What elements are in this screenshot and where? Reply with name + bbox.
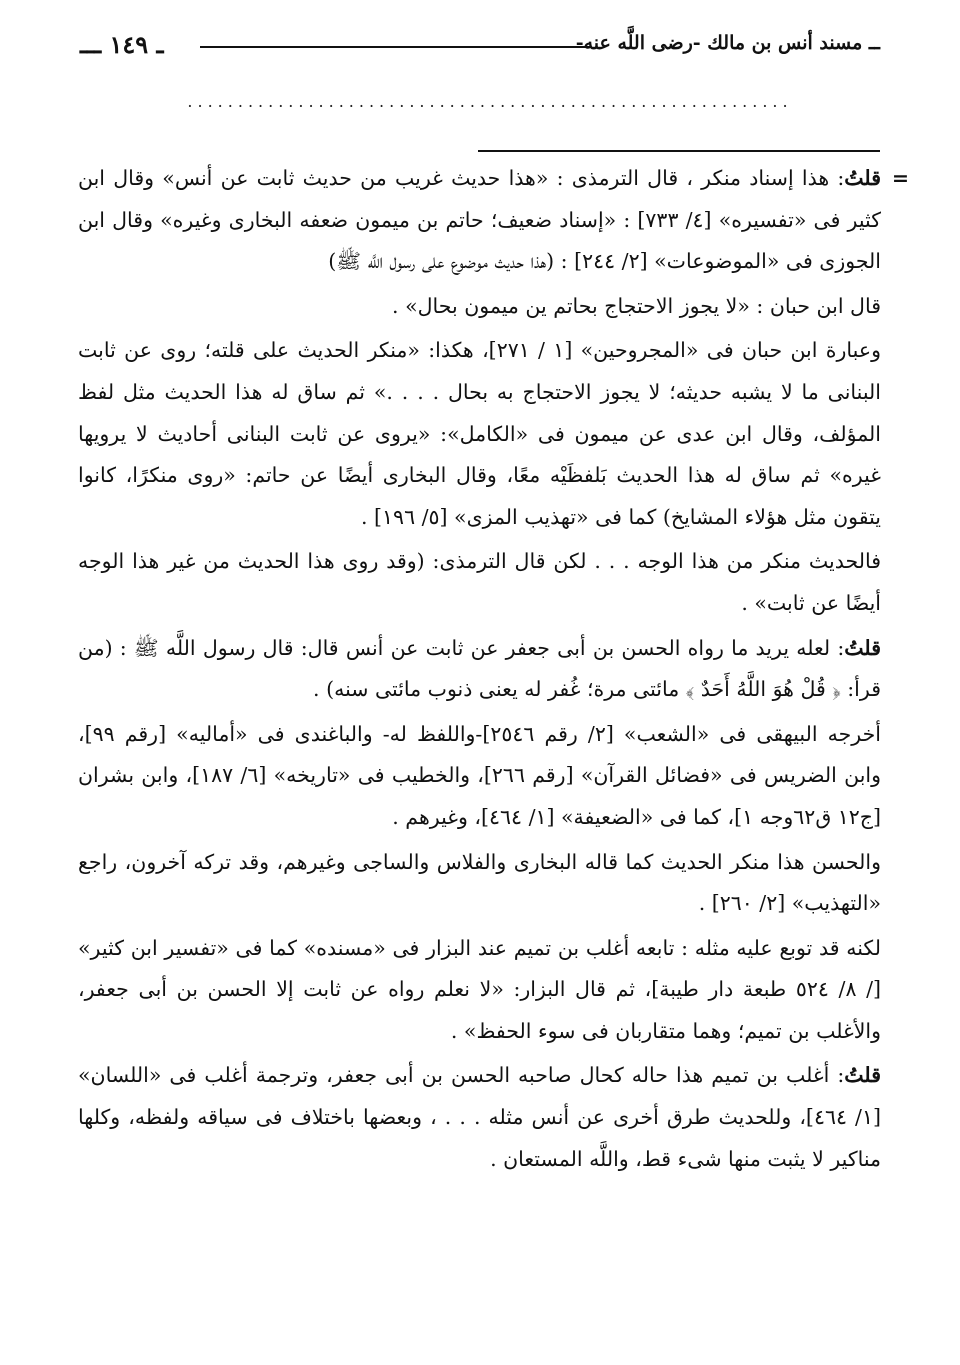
paragraph-lead: قلتُ <box>844 635 881 660</box>
continuation-mark: = <box>891 166 909 190</box>
paragraph <box>78 842 881 925</box>
paragraph-text: : لعله يريد ما رواه الحسن بن أبى جعفر عن ثابت عن أنس قال: قال رسول اللَّه ﷺ : (من قرأ: ﴿ قُلْ هُوَ اللَّهُ أَحَدٌ ﴾ مائتى مرة؛ غُفر له يعنى ذنوب مائتى سنه) . <box>78 635 881 702</box>
paragraph <box>78 628 881 711</box>
paragraph <box>78 286 881 328</box>
paragraph-text: لكنه قد توبع عليه مثله : تابعه أغلب بن تميم عند البزار فى «مسنده» كما فى «تفسير ابن كثير» [/ ٨/ ٥٢٤ طبعة دار طيبة]، ثم قال البزار: «لا نعلم رواه عن ثابت إلا الحسن بن أبى جعفر، والأغلب بن تميم؛ وهما متقاربان فى سوء الحفظ» . <box>78 935 881 1043</box>
paragraph-text: فالحديث منكر من هذا الوجه . . . لكن قال الترمذى: (وقد روى هذا الحديث من غير هذا الوجه أيضًا عن ثابت» . <box>78 549 881 615</box>
paragraph <box>78 330 881 538</box>
paragraph-text: : هذا إسناد منكر ، قال الترمذى : «هذا حديث غريب من حديث ثابت عن أنس» وقال ابن كثير فى «تفسيره» [٤/ ٧٣٣] : «إسناد ضعيف؛ حاتم بن ميمون ضعفه البخارى وغيره» وقال ابن الجوزى فى «الموضوعات» [٢/ ٢٤٤] : (هذا حديث موضوع على رسول اللَّه ﷺ) <box>78 166 881 274</box>
paragraph-text: وعبارة ابن حبان فى «المجروحين» [١ / ٢٧١]، هكذا: «منكر الحديث على قلته؛ روى عن ثابت البنانى ما لا يشبه حديثه؛ لا يجوز الاحتجاج به بحال . . . .» ثم ساق له هذا الحديث مثل لفظ المؤلف، وقال ابن عدى عن ميمون فى «الكامل»: «يروى عن ثابت البنانى أحاديث لا يرويها غيره» ثم ساق له هذا الحديث بَلفظَيْه معًا، وقال البخارى أيضًا عن حاتم: «روى منكرًا، كانوا يتقون مثل هؤلاء المشايخ) كما فى «تهذيب المزى» [٥/ ١٩٦] . <box>78 338 881 529</box>
dotted-separator: ............................................................ <box>187 92 793 111</box>
page-number: ـ ١٤٩ ـــ <box>80 30 164 59</box>
footnote-body <box>78 158 909 1183</box>
running-title: ــ مسند أنس بن مالك -رضى اللَّه عنه- <box>575 32 880 54</box>
paragraph <box>78 714 881 839</box>
paragraph-lead: قلتُ <box>844 1063 881 1088</box>
paragraph <box>78 541 881 624</box>
paragraph-text: : أغلب بن تميم هذا حاله كحال صاحبه الحسن بن أبى جعفر، وترجمة أغلب فى «اللسان» [١/ ٤٦٤]، وللحديث طرق أخرى عن أنس مثله . . . ، وبعضها باختلاف فى سياقه ولفظه، وكلها مناكير لا يثبت منها شىء قط، واللَّه المستعان . <box>78 1063 881 1171</box>
page-header <box>80 30 880 64</box>
paragraph <box>78 1055 881 1180</box>
paragraph-text: أخرجه البيهقى فى «الشعب» [٢/ رقم ٢٥٤٦]-واللفظ له- والباغندى فى «أماليه» [رقم ٩٩]، وابن الضريس فى «فضائل القرآن» [رقم ٢٦٦]، والخطيب فى «تاريخه» [٦/ ١٨٧]، وابن بشران [ج١٢ ق٦٢وجه ١]، كما فى «الضعيفة» [١/ ٤٦٤]، وغيرهم . <box>78 721 882 829</box>
paragraph <box>78 928 881 1053</box>
paragraph <box>78 158 909 283</box>
paragraph-text: قال ابن حبان : «لا يجوز الاحتجاج بحاتم ين ميمون بحال» . <box>392 293 881 318</box>
paragraph-text: والحسن هذا منكر الحديث كما قاله البخارى والفلاس والساجى وغيرهم، وقد تركه آخرون، راجع «التهذيب» [٢/ ٢٦٠] . <box>78 849 881 916</box>
footnote-rule <box>478 150 880 152</box>
header-rule <box>200 46 590 48</box>
paragraph-lead: قلتُ <box>844 166 881 190</box>
